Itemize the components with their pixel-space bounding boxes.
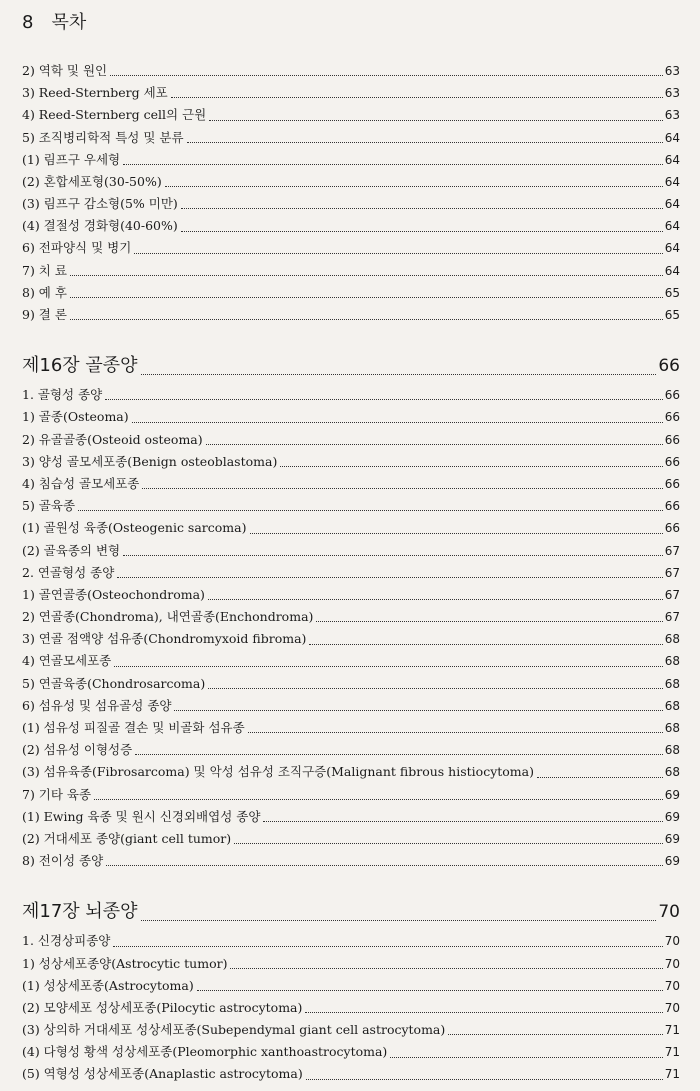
toc-entry-title: 5) 골육종 (22, 498, 76, 514)
toc-entry (22, 562, 680, 584)
toc-entry (22, 695, 680, 717)
toc-entry (22, 429, 680, 451)
toc-entry (22, 304, 680, 326)
dot-leader (306, 1079, 663, 1080)
toc-entry-title: (5) 역형성 성상세포종(Anaplastic astrocytoma) (22, 1066, 303, 1082)
toc-entry-title: 5) 연골육종(Chondrosarcoma) (22, 675, 206, 691)
dot-leader (208, 599, 663, 600)
toc-entry (22, 260, 680, 282)
dot-leader (537, 777, 663, 778)
toc-entry-page: 68 (664, 676, 680, 691)
dot-leader (94, 799, 663, 800)
toc-entry-title: 2) 유골골종(Osteoid osteoma) (22, 431, 203, 447)
dot-leader (181, 231, 663, 232)
toc-entry-page: 66 (664, 410, 680, 425)
toc-entry-title: 1) 성상세포종양(Astrocytic tumor) (22, 955, 228, 971)
toc-entry (22, 60, 680, 82)
toc-entry (22, 384, 680, 406)
toc-entry (22, 997, 680, 1019)
dot-leader (208, 688, 662, 689)
toc-entry-title: (2) 거대세포 종양(giant cell tumor) (22, 830, 232, 846)
toc-entry-page: 69 (664, 831, 680, 846)
toc-entry-page: 68 (664, 743, 680, 758)
toc-entry-title: 1. 신경상피종양 (22, 933, 111, 949)
dot-leader (106, 865, 663, 866)
toc-entry (22, 628, 680, 650)
toc-entry (22, 495, 680, 517)
toc-entry-title: 7) 기타 육종 (22, 786, 92, 802)
dot-leader (142, 488, 662, 489)
toc-entry-page: 70 (664, 934, 680, 949)
toc-entry-title: 2. 연골형성 종양 (22, 564, 115, 580)
dot-leader (165, 186, 663, 187)
toc-entry (22, 584, 680, 606)
toc-entry-page: 64 (664, 197, 680, 212)
toc-entry-title: 3) 연골 점액양 섬유종(Chondromyxoid fibroma) (22, 631, 307, 647)
section-gap (22, 872, 680, 894)
dot-leader (309, 644, 662, 645)
toc-entry-page: 64 (664, 263, 680, 278)
toc-entry-title: 2) 역학 및 원인 (22, 62, 108, 78)
toc-entry-title: (3) 섬유육종(Fibrosarcoma) 및 악성 섬유성 조직구증(Malignant fibrous histiocytoma) (22, 764, 534, 780)
toc-entry (22, 850, 680, 872)
dot-leader (70, 319, 663, 320)
table-of-contents (22, 60, 680, 1086)
toc-entry-page: 64 (664, 174, 680, 189)
toc-entry-title: 3) 양성 골모세포종(Benign osteoblastoma) (22, 453, 278, 469)
toc-entry-title: (2) 골육종의 변형 (22, 542, 121, 558)
dot-leader (123, 164, 663, 165)
toc-entry-title: (2) 혼합세포형(30-50%) (22, 173, 162, 189)
toc-entry-page: 67 (664, 610, 680, 625)
dot-leader (197, 990, 663, 991)
toc-entry-title: (2) 모양세포 성상세포종(Pilocytic astrocytoma) (22, 999, 303, 1015)
toc-entry (22, 82, 680, 104)
dot-leader (390, 1057, 662, 1058)
toc-entry-page: 66 (664, 432, 680, 447)
toc-entry (22, 171, 680, 193)
dot-leader (135, 754, 663, 755)
toc-entry-page: 69 (664, 787, 680, 802)
toc-entry (22, 282, 680, 304)
dot-leader (123, 555, 663, 556)
toc-entry-page: 64 (664, 241, 680, 256)
toc-entry-page: 65 (664, 308, 680, 323)
dot-leader (263, 821, 662, 822)
dot-leader (230, 968, 662, 969)
dot-leader (209, 120, 663, 121)
dot-leader (187, 142, 663, 143)
toc-entry (22, 806, 680, 828)
toc-entry-title: (2) 섬유성 이형성증 (22, 742, 133, 758)
dot-leader (181, 208, 663, 209)
toc-entry-page: 70 (664, 1000, 680, 1015)
toc-entry-title: (1) Ewing 육종 및 원시 신경외배엽성 종양 (22, 808, 261, 824)
toc-entry (22, 606, 680, 628)
dot-leader (448, 1034, 662, 1035)
dot-leader (280, 466, 662, 467)
dot-leader (206, 444, 663, 445)
chapter-heading (22, 348, 680, 384)
dot-leader (250, 533, 663, 534)
dot-leader (114, 666, 662, 667)
toc-entry-page: 64 (664, 219, 680, 234)
toc-entry (22, 1041, 680, 1063)
toc-entry-title: 1) 골종(Osteoma) (22, 409, 129, 425)
toc-entry-title: 6) 섬유성 및 섬유골성 종양 (22, 697, 172, 713)
toc-entry-page: 68 (664, 698, 680, 713)
toc-entry-title: 3) Reed-Sternberg 세포 (22, 85, 168, 101)
dot-leader (70, 297, 663, 298)
dot-leader (117, 577, 662, 578)
toc-entry-title: (1) 섬유성 피질골 결손 및 비골화 섬유종 (22, 720, 245, 736)
toc-entry-title: 4) 연골모세포종 (22, 653, 112, 669)
toc-entry (22, 761, 680, 783)
toc-entry-page: 67 (664, 543, 680, 558)
toc-entry-title: (4) 결절성 경화형(40-60%) (22, 218, 178, 234)
toc-entry-title: (3) 림프구 감소형(5% 미만) (22, 196, 178, 212)
toc-entry (22, 651, 680, 673)
toc-entry (22, 127, 680, 149)
dot-leader (305, 1012, 662, 1013)
toc-entry-page: 66 (664, 388, 680, 403)
dot-leader (141, 374, 657, 375)
toc-entry-page: 71 (664, 1067, 680, 1082)
toc-entry-page: 71 (664, 1045, 680, 1060)
toc-entry-page: 63 (664, 63, 680, 78)
page-number: 8 (22, 12, 34, 33)
toc-entry-page: 68 (664, 654, 680, 669)
toc-entry (22, 104, 680, 126)
toc-entry-page: 64 (664, 130, 680, 145)
toc-entry-title: 8) 예 후 (22, 284, 67, 300)
chapter-heading-title: 제17장 뇌종양 (22, 901, 138, 923)
toc-entry-title: (1) 골원성 육종(Osteogenic sarcoma) (22, 520, 247, 536)
toc-entry-title: 9) 결 론 (22, 307, 67, 323)
toc-entry-page: 67 (664, 565, 680, 580)
dot-leader (132, 422, 663, 423)
dot-leader (174, 710, 662, 711)
toc-entry-title: 4) 침습성 골모세포종 (22, 475, 140, 491)
section-gap (22, 326, 680, 348)
toc-entry (22, 953, 680, 975)
dot-leader (234, 843, 663, 844)
toc-entry-page: 70 (664, 978, 680, 993)
toc-entry-page: 68 (664, 632, 680, 647)
toc-entry-page: 67 (664, 587, 680, 602)
page-header (22, 8, 86, 34)
toc-entry (22, 215, 680, 237)
toc-entry-title: (1) 림프구 우세형 (22, 151, 121, 167)
dot-leader (105, 399, 662, 400)
toc-entry-title: 1) 골연골종(Osteochondroma) (22, 586, 205, 602)
toc-entry (22, 406, 680, 428)
chapter-heading-title: 제16장 골종양 (22, 355, 138, 377)
chapter-heading-page: 66 (658, 356, 680, 377)
toc-entry-page: 66 (664, 476, 680, 491)
toc-entry-page: 63 (664, 108, 680, 123)
toc-entry (22, 540, 680, 562)
toc-entry (22, 930, 680, 952)
toc-entry-title: 4) Reed-Sternberg cell의 근원 (22, 107, 207, 123)
toc-entry-page: 63 (664, 86, 680, 101)
toc-entry-title: 5) 조직병리학적 특성 및 분류 (22, 129, 184, 145)
toc-entry-title: 8) 전이성 종양 (22, 853, 104, 869)
toc-entry-page: 65 (664, 285, 680, 300)
toc-entry-title: (3) 상의하 거대세포 성상세포종(Subependymal giant cell astrocytoma) (22, 1022, 446, 1038)
toc-entry (22, 1019, 680, 1041)
dot-leader (316, 621, 662, 622)
dot-leader (78, 510, 663, 511)
toc-entry-title: (1) 성상세포종(Astrocytoma) (22, 977, 194, 993)
toc-entry (22, 238, 680, 260)
toc-entry (22, 784, 680, 806)
toc-entry-page: 68 (664, 721, 680, 736)
toc-entry (22, 717, 680, 739)
toc-entry-title: 2) 연골종(Chondroma), 내연골종(Enchondroma) (22, 609, 314, 625)
toc-entry-title: 1. 골형성 종양 (22, 387, 103, 403)
toc-entry (22, 1064, 680, 1086)
toc-entry (22, 193, 680, 215)
toc-entry-page: 66 (664, 454, 680, 469)
toc-entry (22, 739, 680, 761)
toc-entry-page: 70 (664, 956, 680, 971)
toc-entry-page: 64 (664, 152, 680, 167)
toc-entry-page: 66 (664, 521, 680, 536)
toc-entry (22, 451, 680, 473)
toc-entry (22, 673, 680, 695)
toc-entry-page: 69 (664, 809, 680, 824)
dot-leader (248, 732, 663, 733)
dot-leader (141, 920, 657, 921)
dot-leader (70, 275, 663, 276)
dot-leader (171, 97, 663, 98)
chapter-heading-page: 70 (658, 902, 680, 923)
toc-entry-title: (4) 다형성 황색 성상세포종(Pleomorphic xanthoastrocytoma) (22, 1044, 388, 1060)
toc-entry (22, 975, 680, 997)
toc-entry-title: 7) 치 료 (22, 262, 67, 278)
toc-entry (22, 473, 680, 495)
dot-leader (113, 946, 662, 947)
toc-entry-page: 71 (664, 1023, 680, 1038)
page-title: 목차 (51, 12, 87, 33)
chapter-heading (22, 894, 680, 930)
toc-entry (22, 828, 680, 850)
toc-entry (22, 517, 680, 539)
dot-leader (134, 253, 662, 254)
dot-leader (110, 75, 663, 76)
toc-entry (22, 149, 680, 171)
toc-entry-page: 69 (664, 854, 680, 869)
toc-entry-title: 6) 전파양식 및 병기 (22, 240, 132, 256)
toc-entry-page: 68 (664, 765, 680, 780)
toc-entry-page: 66 (664, 499, 680, 514)
